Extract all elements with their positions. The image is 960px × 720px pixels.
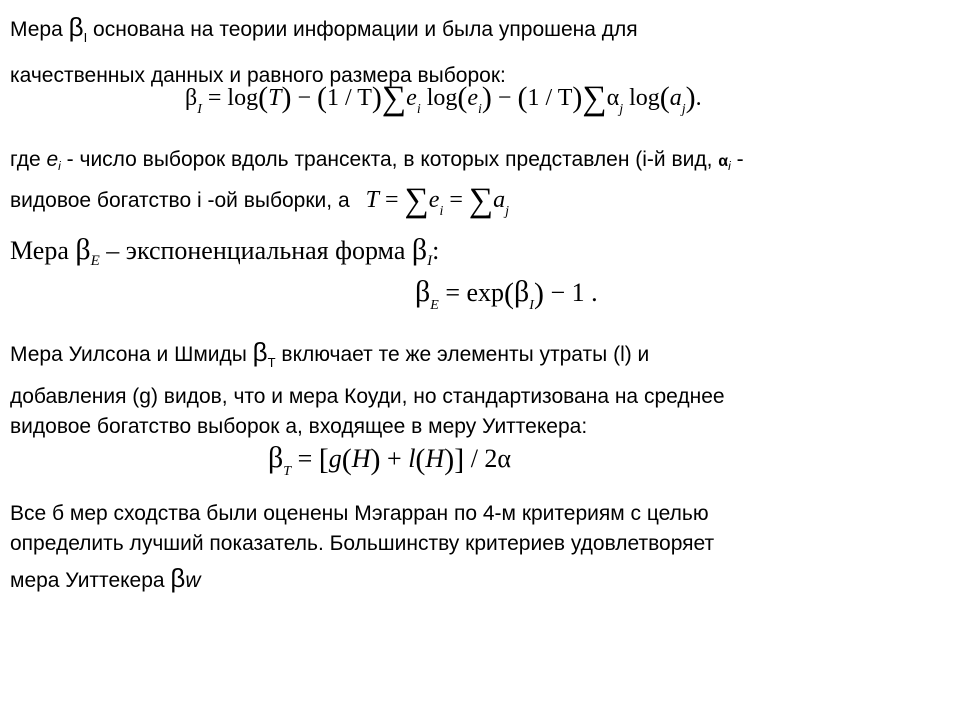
sum-symbol: ∑: [381, 80, 407, 117]
paragraph-definitions-line1: где ei - число выборок вдоль трансекта, в которых представлен (i-й вид, αi -: [10, 148, 744, 173]
formula-beta-t: $\beta_T = [g(H) + l(H)] / 2\alpha$: [268, 441, 512, 479]
paragraph-intro-line1: Мера $\beta_I$ основана на теории информации и была упрошена для: [10, 12, 638, 45]
paragraph-wilson-shmida: [10, 335, 945, 444]
formula-beta-e: $\beta_E = \exp(\beta_I) - 1$ .: [415, 275, 598, 313]
sum-symbol: ∑: [404, 182, 429, 219]
paragraph-conclusion-line2: определить лучший показатель. Большинству критериев удовлетворяет: [10, 532, 715, 555]
paragraph-wilson-line3: видовое богатство выборок a, входящее в меру Уиттекера:: [10, 415, 588, 438]
sum-symbol: ∑: [468, 182, 494, 219]
heading-beta-e: Мера $\beta_E$ – экспоненциальная форма $\beta_I$:: [10, 233, 440, 269]
paragraph-definitions-line2: видовое богатство i -ой выборки, а $T = \sum e_i = \sum a_j$: [10, 182, 510, 219]
paragraph-conclusion-line1: Все б мер сходства были оценены Мэгарран по 4-м критериям с целью: [10, 502, 709, 525]
paragraph-intro-line2: качественных данных и равного размера выборок:: [10, 64, 506, 87]
formula-beta-i: $\beta_I = \log(T) - (1 / T)\sum e_i$ $\log(e_i) - (1 / T)\sum\alpha_j$ $\log(a_j)$.: [185, 80, 702, 117]
sum-symbol: ∑: [582, 80, 607, 117]
paragraph-conclusion-line3: мера Уиттекера βw: [10, 563, 201, 593]
paragraph-wilson-line2: добавления (g) видов, что и мера Коуди, но стандартизована на среднее: [10, 385, 725, 408]
paragraph-wilson-line1: Мера Уилсона и Шмиды $\beta_T$ включает те же элементы утраты (l) и: [10, 337, 650, 370]
paragraph-conclusion: [10, 497, 945, 598]
paragraph-definitions: [10, 143, 945, 229]
beta-symbol: β: [68, 12, 84, 42]
